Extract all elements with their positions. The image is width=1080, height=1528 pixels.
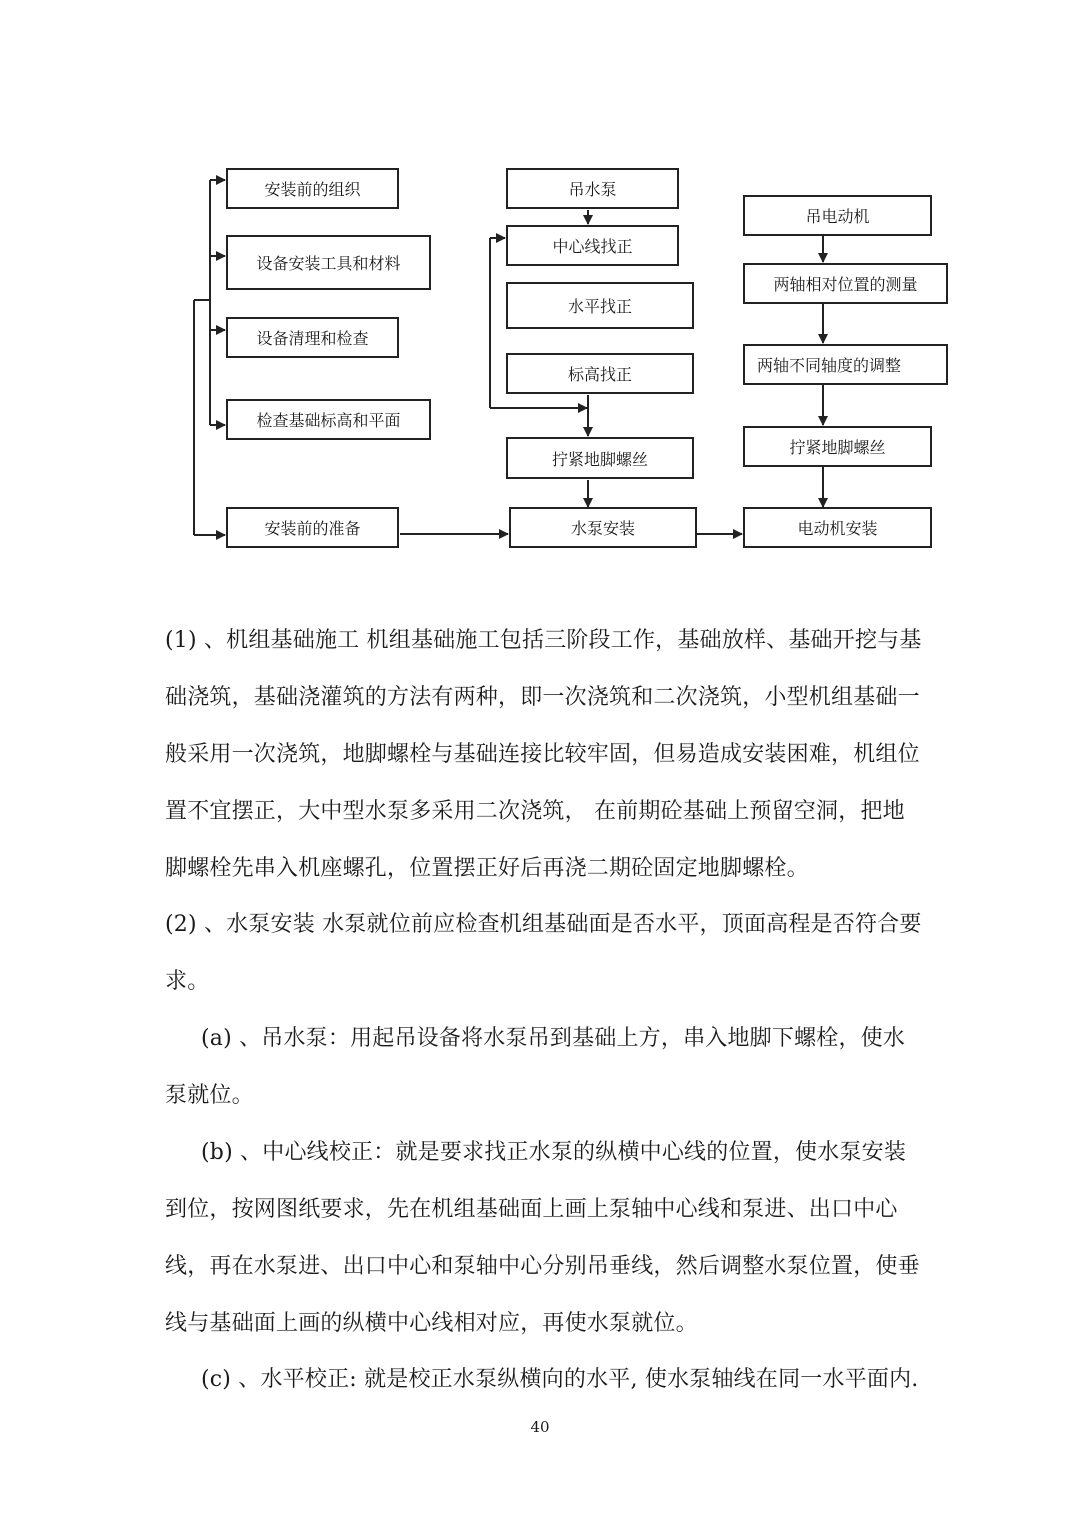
box-label: 水泵安装	[570, 519, 635, 538]
box-motor-installation	[743, 507, 932, 548]
box-lift-motor	[743, 195, 932, 236]
box-pre-install-organization	[226, 168, 399, 209]
box-lift-pump	[506, 168, 679, 209]
box-label: 设备清理和检查	[256, 329, 369, 348]
box-tighten-bolts-motor	[743, 426, 932, 467]
box-pre-install-preparation	[226, 507, 399, 548]
box-elevation-alignment	[506, 353, 694, 394]
box-label: 标高找正	[567, 365, 632, 384]
box-label: 两轴不同轴度的调整	[757, 356, 902, 375]
paragraph-foundation-construction: (1) 、机组基础施工 机组基础施工包括三阶段工作，基础放样、基础开挖与基础浇筑，基础浇灌筑的方法有两种，即一次浇筑和二次浇筑，小型机组基础一般采用一次浇筑，地脚螺栓与基础连接比较牢固，但易造成安装困难，机组位置不宜摆正，大中型水泵多采用二次浇筑， 在前期砼基础上预留空洞，把地脚螺栓先串入机座螺孔，位置摆正好后再浇二期砼固定地脚螺栓。	[165, 628, 922, 881]
paragraph-level-correction: (c) 、水平校正: 就是校正水泵纵横向的水平, 使水泵轴线在同一水平面内.	[201, 1367, 919, 1392]
box-tighten-bolts-pump	[506, 437, 694, 479]
page-number: 40	[530, 1418, 550, 1436]
box-axis-position-measurement	[743, 263, 948, 304]
box-label: 吊水泵	[568, 180, 617, 199]
box-label: 电动机安装	[797, 519, 878, 538]
box-label: 安装前的准备	[264, 519, 361, 538]
box-equipment-cleaning	[226, 317, 399, 358]
box-label: 拧紧地脚螺丝	[551, 449, 648, 469]
box-pump-installation	[509, 507, 697, 548]
box-centerline-alignment	[506, 225, 679, 266]
box-label: 设备安装工具和材料	[256, 254, 401, 273]
box-label: 水平找正	[567, 297, 632, 316]
box-label: 中心线找正	[552, 237, 633, 256]
paragraph-lift-pump: (a) 、吊水泵：用起吊设备将水泵吊到基础上方，串入地脚下螺栓，使水泵就位。	[165, 1026, 906, 1108]
box-foundation-check	[226, 399, 431, 440]
box-label: 吊电动机	[805, 207, 870, 226]
box-label: 检查基础标高和平面	[256, 411, 401, 430]
box-tools-materials	[226, 235, 431, 290]
box-label: 拧紧地脚螺丝	[789, 438, 886, 457]
box-label: 安装前的组织	[264, 180, 361, 199]
paragraph-centerline-correction: (b) 、中心线校正：就是要求找正水泵的纵横中心线的位置，使水泵安装到位，按网图纸要求，先在机组基础面上画上泵轴中心线和泵进、出口中心线，再在水泵进、出口中心和泵轴中心分别吊垂线，然后调整水泵位置，使垂线与基础面上画的纵横中心线相对应，再使水泵就位。	[165, 1140, 920, 1336]
box-label: 两轴相对位置的测量	[773, 275, 918, 294]
box-axis-coaxiality-adjustment	[743, 344, 948, 385]
installation-flowchart	[0, 0, 1080, 600]
box-level-alignment	[506, 282, 694, 329]
paragraph-pump-installation: (2) 、水泵安装 水泵就位前应检查机组基础面是否水平，顶面高程是否符合要求。	[165, 912, 922, 994]
